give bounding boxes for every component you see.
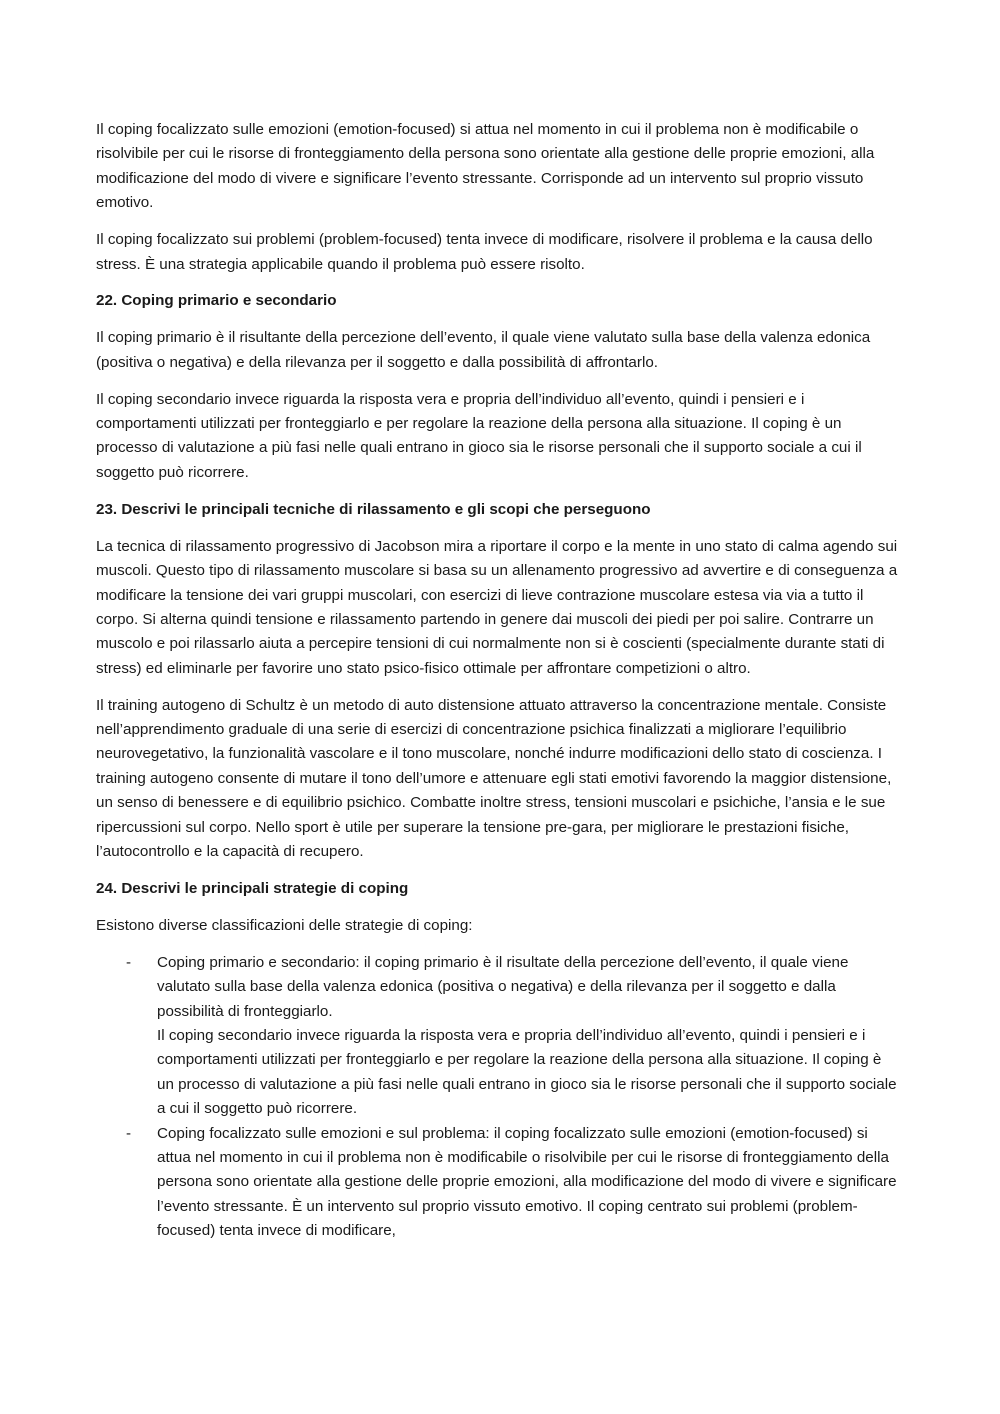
- list-item: [96, 1122, 902, 1244]
- list-item: [96, 951, 902, 1122]
- list-item-text: Coping focalizzato sulle emozioni e sul problema: il coping focalizzato sulle emozioni (emotion-focused) si attua nel momento in cui il problema non è modificabile o risolvibile per cui le risorse di fronteggiamento della persona sono orientate alla gestione delle proprie emozioni, alla modificazione del modo di vivere e significare l’evento stressante. È un intervento sul proprio vissuto emotivo. Il coping centrato sui problemi (problem-focused) tenta invece di modificare,: [157, 1124, 897, 1240]
- bullet-dash: -: [126, 1124, 132, 1142]
- paragraph-emotion-focused: Il coping focalizzato sulle emozioni (emotion-focused) si attua nel momento in cui il problema non è modificabile o risolvibile per cui le risorse di fronteggiamento della persona sono orientate alla gestione delle proprie emozioni, alla modificazione del modo di vivere e significare l’evento stressante. Corrisponde ad un intervento sul proprio vissuto emotivo.: [96, 121, 875, 212]
- document-page: [96, 118, 902, 1244]
- bullet-dash: -: [126, 953, 132, 971]
- heading-section-22: 22. Coping primario e secondario: [96, 292, 337, 310]
- heading-section-24: 24. Descrivi le principali strategie di coping: [96, 879, 409, 897]
- heading-section-23: 23. Descrivi le principali tecniche di rilassamento e gli scopi che perseguono: [96, 500, 651, 518]
- coping-strategies-list: [96, 951, 902, 1244]
- paragraph-schultz: Il training autogeno di Schultz è un metodo di auto distensione attuato attraverso la concentrazione mentale. Consiste nell’apprendimento graduale di una serie di esercizi di concentrazione psichica finalizzati a migliorare l’equilibrio neurovegetativo, la funzionalità vascolare e il tono muscolare, nonché indurre modificazioni dello stato di coscienza. I training autogeno consente di mutare il tono dell’umore e attenuare egli stati emotivi favorendo la maggior distensione, un senso di benessere e di equilibrio psichico. Combatte inoltre stress, tensioni muscolari e psichiche, l’ansia e le sue ripercussioni sul corpo. Nello sport è utile per superare la tensione pre-gara, per migliorare le prestazioni fisiche, l’autocontrollo e la capacità di recupero.: [96, 696, 892, 861]
- list-item-text: Il coping secondario invece riguarda la risposta vera e propria dell’individuo all’evento, quindi i pensieri e i comportamenti utilizzati per fronteggiarlo e per regolare la reazione della persona alla situazione. Il coping è un processo di valutazione a più fasi nelle quali entrano in gioco sia le risorse personali che il supporto sociale a cui il soggetto può ricorrere.: [157, 1027, 897, 1118]
- paragraph-problem-focused: Il coping focalizzato sui problemi (problem-focused) tenta invece di modificare, risolvere il problema e la causa dello stress. È una strategia applicabile quando il problema può essere risolto.: [96, 231, 873, 273]
- list-item-text: Coping primario e secondario: il coping primario è il risultate della percezione dell’evento, il quale viene valutato sulla base della valenza edonica (positiva o negativa) e della rilevanza per il soggetto e dalla possibilità di fronteggiarlo.: [157, 953, 849, 1020]
- paragraph-jacobson: La tecnica di rilassamento progressivo di Jacobson mira a riportare il corpo e la mente in uno stato di calma agendo sui muscoli. Questo tipo di rilassamento muscolare si basa su un allenamento progressivo ad avvertire e di conseguenza a modificare la tensione dei vari gruppi muscolari, con esercizi di lieve contrazione muscolare estesa via via a tutto il corpo. Si alterna quindi tensione e rilassamento partendo in genere dai muscoli dei piedi per poi salire. Contrarre un muscolo e poi rilassarlo aiuta a percepire tensioni di cui normalmente non si è coscienti (specialmente durante stati di stress) ed eliminarle per favorire uno stato psico-fisico ottimale per affrontare competizioni o altro.: [96, 537, 898, 677]
- paragraph-coping-intro: Esistono diverse classificazioni delle strategie di coping:: [96, 916, 473, 934]
- paragraph-primary-coping: Il coping primario è il risultante della percezione dell’evento, il quale viene valutato sulla base della valenza edonica (positiva o negativa) e della rilevanza per il soggetto e dalla possibilità di affrontarlo.: [96, 329, 871, 371]
- paragraph-secondary-coping: Il coping secondario invece riguarda la risposta vera e propria dell’individuo all’evento, quindi i pensieri e i comportamenti utilizzati per fronteggiarlo e per regolare la reazione della persona alla situazione. Il coping è un processo di valutazione a più fasi nelle quali entrano in gioco sia le risorse personali che il supporto sociale a cui il soggetto può ricorrere.: [96, 390, 862, 481]
